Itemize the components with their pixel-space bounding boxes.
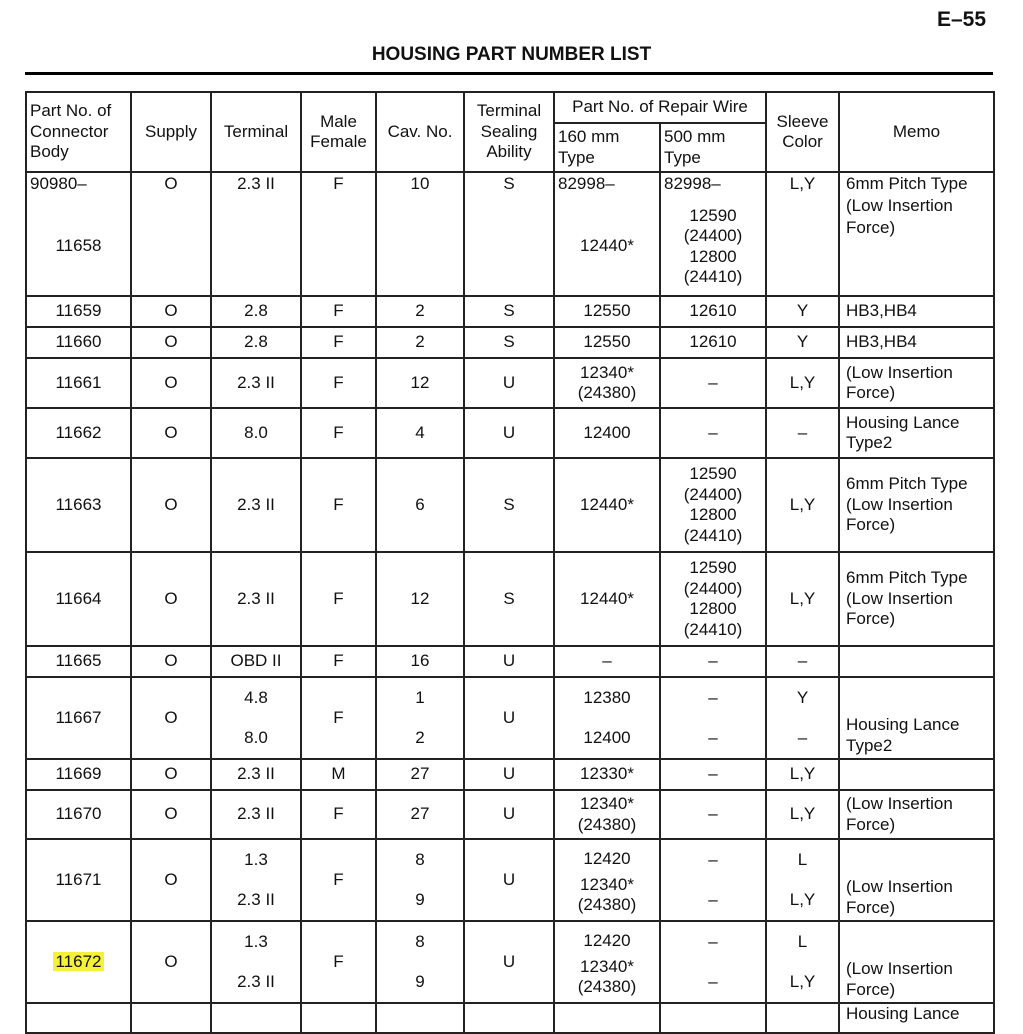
- cell-line: L,Y: [789, 890, 816, 909]
- table-cell: [766, 921, 839, 1003]
- cell-line: 1: [415, 688, 425, 707]
- cell-line: –: [708, 850, 718, 869]
- table-cell: S: [464, 327, 554, 358]
- table-cell: –: [554, 646, 660, 677]
- table-cell: F: [301, 552, 376, 646]
- table-cell: S: [464, 458, 554, 552]
- cell-line: 12340* (24380): [577, 874, 637, 914]
- part-number: 11659: [26, 296, 131, 327]
- table-cell: O: [131, 358, 211, 408]
- table-cell: (Low Insertion Force): [839, 790, 994, 839]
- table-cell: F: [301, 921, 376, 1003]
- cell-line: 1.3: [244, 932, 268, 951]
- table-cell: L,Y: [766, 358, 839, 408]
- table-cell: –: [766, 408, 839, 458]
- table-cell: 12340* (24380): [554, 358, 660, 408]
- table-cell: 12590 (24400) 12800 (24410): [660, 458, 766, 552]
- table-cell: O: [131, 552, 211, 646]
- table-cell: F: [301, 677, 376, 759]
- table-cell: Housing Lance: [839, 1003, 994, 1033]
- table-cell: 12550: [554, 327, 660, 358]
- table-cell: L,Y: [766, 759, 839, 790]
- table-cell: 12610: [660, 327, 766, 358]
- cell-line: L,Y: [789, 972, 816, 991]
- cell-line: 2: [415, 728, 425, 747]
- part-number: 11671: [26, 839, 131, 921]
- table-cell: [660, 839, 766, 921]
- table-cell: [376, 1003, 464, 1033]
- table-cell: [554, 839, 660, 921]
- table-cell: OBD II: [211, 646, 301, 677]
- cell-line: 1.3: [244, 850, 268, 869]
- table-cell: U: [464, 358, 554, 408]
- table-cell: 6mm Pitch Type (Low Insertion Force): [839, 458, 994, 552]
- part-number: [26, 921, 131, 1003]
- cell-line: 9: [415, 972, 425, 991]
- cell-line: 8.0: [244, 728, 268, 747]
- table-cell: 6: [376, 458, 464, 552]
- table-cell: 12400: [554, 408, 660, 458]
- header-sealing: Terminal Sealing Ability: [464, 92, 554, 172]
- table-cell: 2: [376, 296, 464, 327]
- table-cell: U: [464, 839, 554, 921]
- table-cell: [660, 1003, 766, 1033]
- table-cell: 2.3 II: [211, 552, 301, 646]
- table-cell: 2.3 II: [211, 358, 301, 408]
- table-row: [26, 921, 994, 1003]
- table-row: [26, 677, 994, 759]
- table-cell: [839, 759, 994, 790]
- header-memo: Memo: [839, 92, 994, 172]
- table-cell: O: [131, 677, 211, 759]
- table-cell: [26, 1003, 131, 1033]
- part-number: 11669: [26, 759, 131, 790]
- table-cell: O: [131, 921, 211, 1003]
- table-cell: 12330*: [554, 759, 660, 790]
- table-cell: S: [464, 296, 554, 327]
- table-cell: 12440*: [554, 198, 660, 296]
- table-row: [26, 458, 994, 552]
- table-cell: O: [131, 408, 211, 458]
- table-cell: [554, 921, 660, 1003]
- table-cell: 12550: [554, 296, 660, 327]
- table-cell: [660, 921, 766, 1003]
- part-number: 11670: [26, 790, 131, 839]
- table-cell: 2.3 II: [211, 172, 301, 296]
- table-cell: [211, 677, 301, 759]
- table-cell: 4: [376, 408, 464, 458]
- header-cav-no: Cav. No.: [376, 92, 464, 172]
- table-cell: F: [301, 296, 376, 327]
- cell-line: 12420: [583, 848, 631, 868]
- table-cell: [839, 646, 994, 677]
- table-cell: 2.8: [211, 327, 301, 358]
- table-cell: –: [660, 759, 766, 790]
- prefix-part: 90980–: [26, 172, 131, 198]
- cell-line: –: [708, 972, 718, 991]
- page-title: HOUSING PART NUMBER LIST: [371, 44, 652, 65]
- table-cell: O: [131, 839, 211, 921]
- table-cell: –: [766, 646, 839, 677]
- cell-line: 8: [415, 850, 425, 869]
- table-cell: 8.0: [211, 408, 301, 458]
- table-cell: 2.3 II: [211, 790, 301, 839]
- table-row: [26, 759, 994, 790]
- table-cell: S: [464, 172, 554, 296]
- table-cell: O: [131, 790, 211, 839]
- table-cell: O: [131, 759, 211, 790]
- table-row: [26, 408, 994, 458]
- table-cell: 12: [376, 358, 464, 408]
- cell-line: –: [708, 728, 718, 747]
- table-cell: HB3,HB4: [839, 327, 994, 358]
- header-part-no: Part No. of Connector Body: [26, 92, 131, 172]
- table-cell: U: [464, 921, 554, 1003]
- header-sleeve: Sleeve Color: [766, 92, 839, 172]
- cell-line: 12400: [583, 728, 631, 747]
- table-cell: [766, 1003, 839, 1033]
- table-row: [26, 1003, 994, 1033]
- header-500mm: 500 mm Type: [660, 123, 766, 172]
- prefix-500: 82998–: [660, 172, 766, 198]
- part-number: 11665: [26, 646, 131, 677]
- table-cell: F: [301, 646, 376, 677]
- table-cell: M: [301, 759, 376, 790]
- table-cell: [766, 839, 839, 921]
- part-number: 11661: [26, 358, 131, 408]
- table-cell: S: [464, 552, 554, 646]
- header-repair-wire: Part No. of Repair Wire: [554, 92, 766, 123]
- table-row: [26, 839, 994, 921]
- cell-line: 12340* (24380): [577, 956, 637, 996]
- table-cell: O: [131, 458, 211, 552]
- table-cell: [211, 839, 301, 921]
- table-cell: –: [660, 408, 766, 458]
- highlighted-part-number: 11672: [55, 951, 102, 971]
- part-number: 11663: [26, 458, 131, 552]
- table-row: [26, 552, 994, 646]
- table-row: [26, 327, 994, 358]
- part-number: 11664: [26, 552, 131, 646]
- table-cell: [376, 839, 464, 921]
- table-cell: L,Y: [766, 790, 839, 839]
- table-cell: 12590 (24400) 12800 (24410): [660, 198, 766, 296]
- table-cell: U: [464, 646, 554, 677]
- cell-line: –: [797, 728, 808, 747]
- table-cell: U: [464, 790, 554, 839]
- table-cell: 2: [376, 327, 464, 358]
- cell-line: 8: [415, 932, 425, 951]
- header-160mm: 160 mm Type: [554, 123, 660, 172]
- table-cell: [554, 1003, 660, 1033]
- table-cell: 12340* (24380): [554, 790, 660, 839]
- table-cell: F: [301, 172, 376, 296]
- header-male-female: Male Female: [301, 92, 376, 172]
- table-cell: [131, 1003, 211, 1033]
- table-cell: U: [464, 759, 554, 790]
- table-cell: –: [660, 646, 766, 677]
- cell-line: –: [708, 932, 718, 951]
- title-rule: [25, 72, 993, 75]
- table-row: [26, 646, 994, 677]
- table-cell: –: [660, 790, 766, 839]
- table-cell: L,Y: [766, 458, 839, 552]
- table-row: [26, 358, 994, 408]
- table-cell: [464, 1003, 554, 1033]
- table-cell: [766, 677, 839, 759]
- table-cell: 16: [376, 646, 464, 677]
- part-number: 11660: [26, 327, 131, 358]
- table-cell: O: [131, 646, 211, 677]
- table-cell: [554, 677, 660, 759]
- table-cell: 10: [376, 172, 464, 296]
- table-cell: [301, 1003, 376, 1033]
- table-cell: F: [301, 790, 376, 839]
- table-cell: [211, 1003, 301, 1033]
- table-cell: F: [301, 458, 376, 552]
- table-cell: Housing Lance Type2: [839, 408, 994, 458]
- table-cell: (Low Insertion Force): [839, 358, 994, 408]
- table-cell: 27: [376, 759, 464, 790]
- cell-line: L: [797, 850, 808, 869]
- table-cell: 2.3 II: [211, 458, 301, 552]
- table-cell: [376, 921, 464, 1003]
- cell-line: 12420: [583, 930, 631, 950]
- table-cell: (Low Insertion Force): [839, 839, 994, 921]
- table-cell: [376, 677, 464, 759]
- cell-line: 12380: [583, 688, 631, 707]
- table-cell: 12440*: [554, 552, 660, 646]
- table-cell: 12: [376, 552, 464, 646]
- table-cell: (Low Insertion Force): [839, 921, 994, 1003]
- prefix-160: 82998–: [554, 172, 660, 198]
- table-cell: L,Y: [766, 552, 839, 646]
- table-cell: 6mm Pitch Type (Low Insertion Force): [839, 552, 994, 646]
- table-cell: F: [301, 358, 376, 408]
- table-row: [26, 296, 994, 327]
- part-number: 11658: [26, 198, 131, 296]
- page-code: E–55: [936, 8, 986, 31]
- table-cell: 12440*: [554, 458, 660, 552]
- part-number: 11662: [26, 408, 131, 458]
- table-cell: O: [131, 172, 211, 296]
- table-cell: 12610: [660, 296, 766, 327]
- table-cell: F: [301, 327, 376, 358]
- cell-line: L: [797, 932, 808, 951]
- cell-line: –: [708, 890, 718, 909]
- cell-line: 9: [415, 890, 425, 909]
- table-cell: 2.8: [211, 296, 301, 327]
- cell-line: 2.3 II: [237, 972, 275, 991]
- table-cell: O: [131, 327, 211, 358]
- cell-line: 4.8: [244, 688, 268, 707]
- table-cell: [660, 677, 766, 759]
- table-cell: F: [301, 839, 376, 921]
- table-cell: HB3,HB4: [839, 296, 994, 327]
- header-supply: Supply: [131, 92, 211, 172]
- table-cell: Housing Lance Type2: [839, 677, 994, 759]
- table-cell: 6mm Pitch Type (Low Insertion Force): [839, 172, 994, 296]
- header-terminal: Terminal: [211, 92, 301, 172]
- table-cell: 27: [376, 790, 464, 839]
- table-cell: 2.3 II: [211, 759, 301, 790]
- table-cell: O: [131, 296, 211, 327]
- housing-part-table: [25, 91, 995, 1034]
- table-cell: –: [660, 358, 766, 408]
- table-cell: 12590 (24400) 12800 (24410): [660, 552, 766, 646]
- cell-line: –: [708, 688, 718, 707]
- table-cell: U: [464, 677, 554, 759]
- table-row: [26, 790, 994, 839]
- table-cell: F: [301, 408, 376, 458]
- table-cell: [211, 921, 301, 1003]
- table-cell: U: [464, 408, 554, 458]
- cell-line: 2.3 II: [237, 890, 275, 909]
- table-cell: L,Y: [766, 172, 839, 296]
- cell-line: Y: [796, 688, 809, 707]
- table-cell: Y: [766, 327, 839, 358]
- part-number: 11667: [26, 677, 131, 759]
- table-cell: Y: [766, 296, 839, 327]
